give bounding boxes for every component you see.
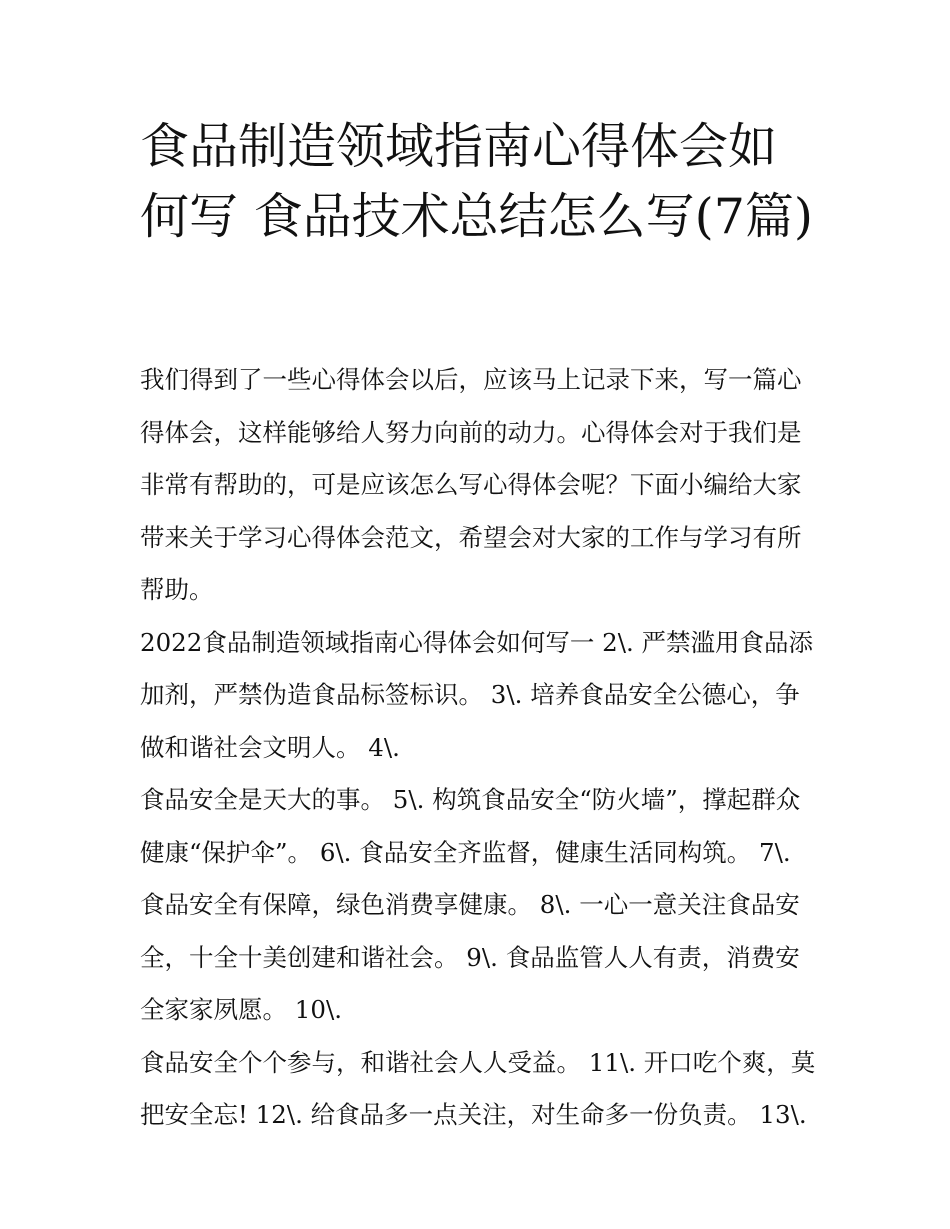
slogan-paragraph: 食品安全是天大的事。 5\. 构筑食品安全“防火墙”，撑起群众健康“保护伞”。 6\. 食品安全齐监督，健康生活同构筑。 7\. 食品安全有保障，绿色消费享健康。 8\. 一心一意关注食品安全，十全十美创建和谐社会。 9\. 食品监管人人有责，消费安全家家夙愿。 10\. [140, 785, 801, 1024]
intro-paragraph: 我们得到了一些心得体会以后，应该马上记录下来，写一篇心得体会，这样能够给人努力向前的动力。心得体会对于我们是非常有帮助的，可是应该怎么写心得体会呢？下面小编给大家带来关于学习心得体会范文，希望会对大家的工作与学习有所帮助。 [140, 365, 802, 604]
document-title: 食品制造领域指南心得体会如何写 食品技术总结怎么写(7篇) [140, 118, 813, 245]
slogan-paragraph: 食品安全个个参与，和谐社会人人受益。 11\. 开口吃个爽，莫把安全忘! 12\. 给食品多一点关注，对生命多一份负责。 13\. [140, 1047, 816, 1129]
document-body [140, 354, 820, 1142]
slogan-paragraph: 2022食品制造领域指南心得体会如何写一 2\. 严禁滥用食品添加剂，严禁伪造食品标签标识。 3\. 培养食品安全公德心，争做和谐社会文明人。 4\. [140, 627, 814, 762]
